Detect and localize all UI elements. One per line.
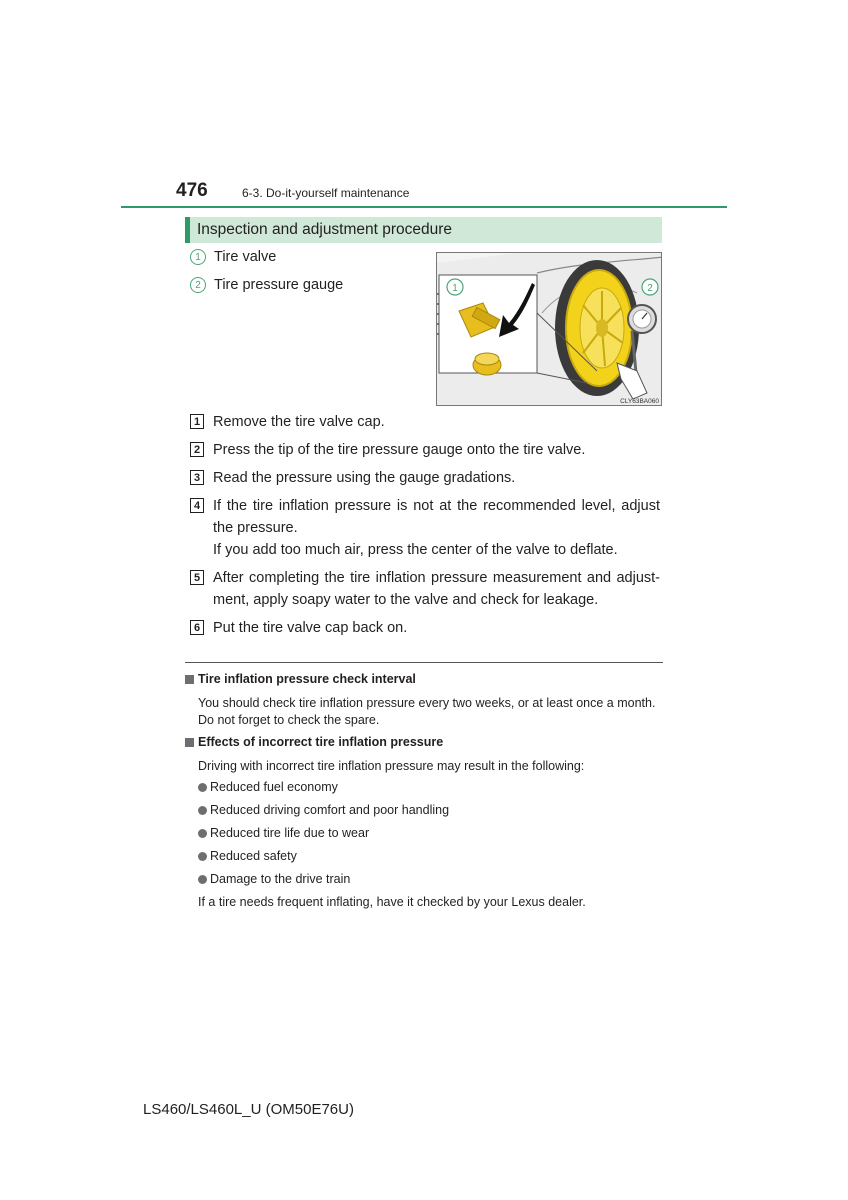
round-bullet-icon [198,852,207,861]
round-bullet-icon [198,829,207,838]
procedure-step [190,495,660,561]
list-item-text: Reduced fuel economy [210,780,338,794]
callout-tire-pressure-gauge [190,277,343,293]
procedure-step [190,467,660,489]
note-heading-effects [185,735,443,749]
step-number: 6 [190,620,204,635]
procedure-heading: Inspection and adjustment procedure [185,217,662,243]
step-number: 5 [190,570,204,585]
tire-pressure-illustration [436,252,662,406]
list-item-text: Reduced driving comfort and poor handling [210,803,450,817]
tire-gauge-drawing [437,253,662,406]
step-text: Remove the tire valve cap. [213,414,385,430]
callout-label: Tire valve [214,249,277,265]
callout-number-icon: 1 [190,249,206,265]
notes-divider [185,662,663,663]
note-intro-effects: Driving with incorrect tire inflation pressure may result in the following: [198,759,585,773]
procedure-step [190,439,660,461]
round-bullet-icon [198,875,207,884]
round-bullet-icon [198,806,207,815]
step-text: After completing the tire inflation pressure measurement and adjust-ment, apply soapy water to the valve and check for leakage. [213,570,660,608]
round-bullet-icon [198,783,207,792]
list-item [198,803,449,817]
callout-label: Tire pressure gauge [214,277,344,293]
procedure-step [190,567,660,611]
list-item-text: Reduced safety [210,849,297,863]
step-text: Read the pressure using the gauge gradations. [213,470,516,486]
note-heading-text: Effects of incorrect tire inflation pressure [198,735,444,749]
note-body-check-interval: You should check tire inflation pressure every two weeks, or at least once a month. Do not forget to check the spare. [198,696,656,727]
list-item [198,849,297,863]
footer-model-code: LS460/LS460L_U (OM50E76U) [143,1101,354,1118]
list-item [198,872,350,886]
step-number: 3 [190,470,204,485]
list-item-text: Reduced tire life due to wear [210,826,370,840]
page-number: 476 [176,180,208,201]
callout-tire-valve [190,249,276,265]
illustration-callout-2: 2 [647,283,653,294]
list-item [198,826,369,840]
illustration-callout-1: 1 [452,283,458,294]
callout-number-icon: 2 [190,277,206,293]
note-closing-effects: If a tire needs frequent inflating, have it checked by your Lexus dealer. [198,895,586,909]
step-text: Press the tip of the tire pressure gauge onto the tire valve. [213,442,586,458]
step-text: If the tire inflation pressure is not at the recommended level, adjust the pressure. [213,498,660,536]
illustration-code: CLY63BA060 [620,398,659,405]
step-number: 1 [190,414,204,429]
step-text: Put the tire valve cap back on. [213,620,408,636]
list-item-text: Damage to the drive train [210,872,351,886]
square-bullet-icon [185,738,194,747]
note-heading-check-interval [185,672,416,686]
header-divider [121,206,727,208]
section-title: 6-3. Do-it-yourself maintenance [242,186,410,200]
step-number: 4 [190,498,204,513]
procedure-step [190,411,660,433]
note-heading-text: Tire inflation pressure check interval [198,672,416,686]
list-item [198,780,338,794]
procedure-step [190,617,660,639]
step-extra-text: If you add too much air, press the center of the valve to deflate. [213,542,618,558]
step-number: 2 [190,442,204,457]
square-bullet-icon [185,675,194,684]
